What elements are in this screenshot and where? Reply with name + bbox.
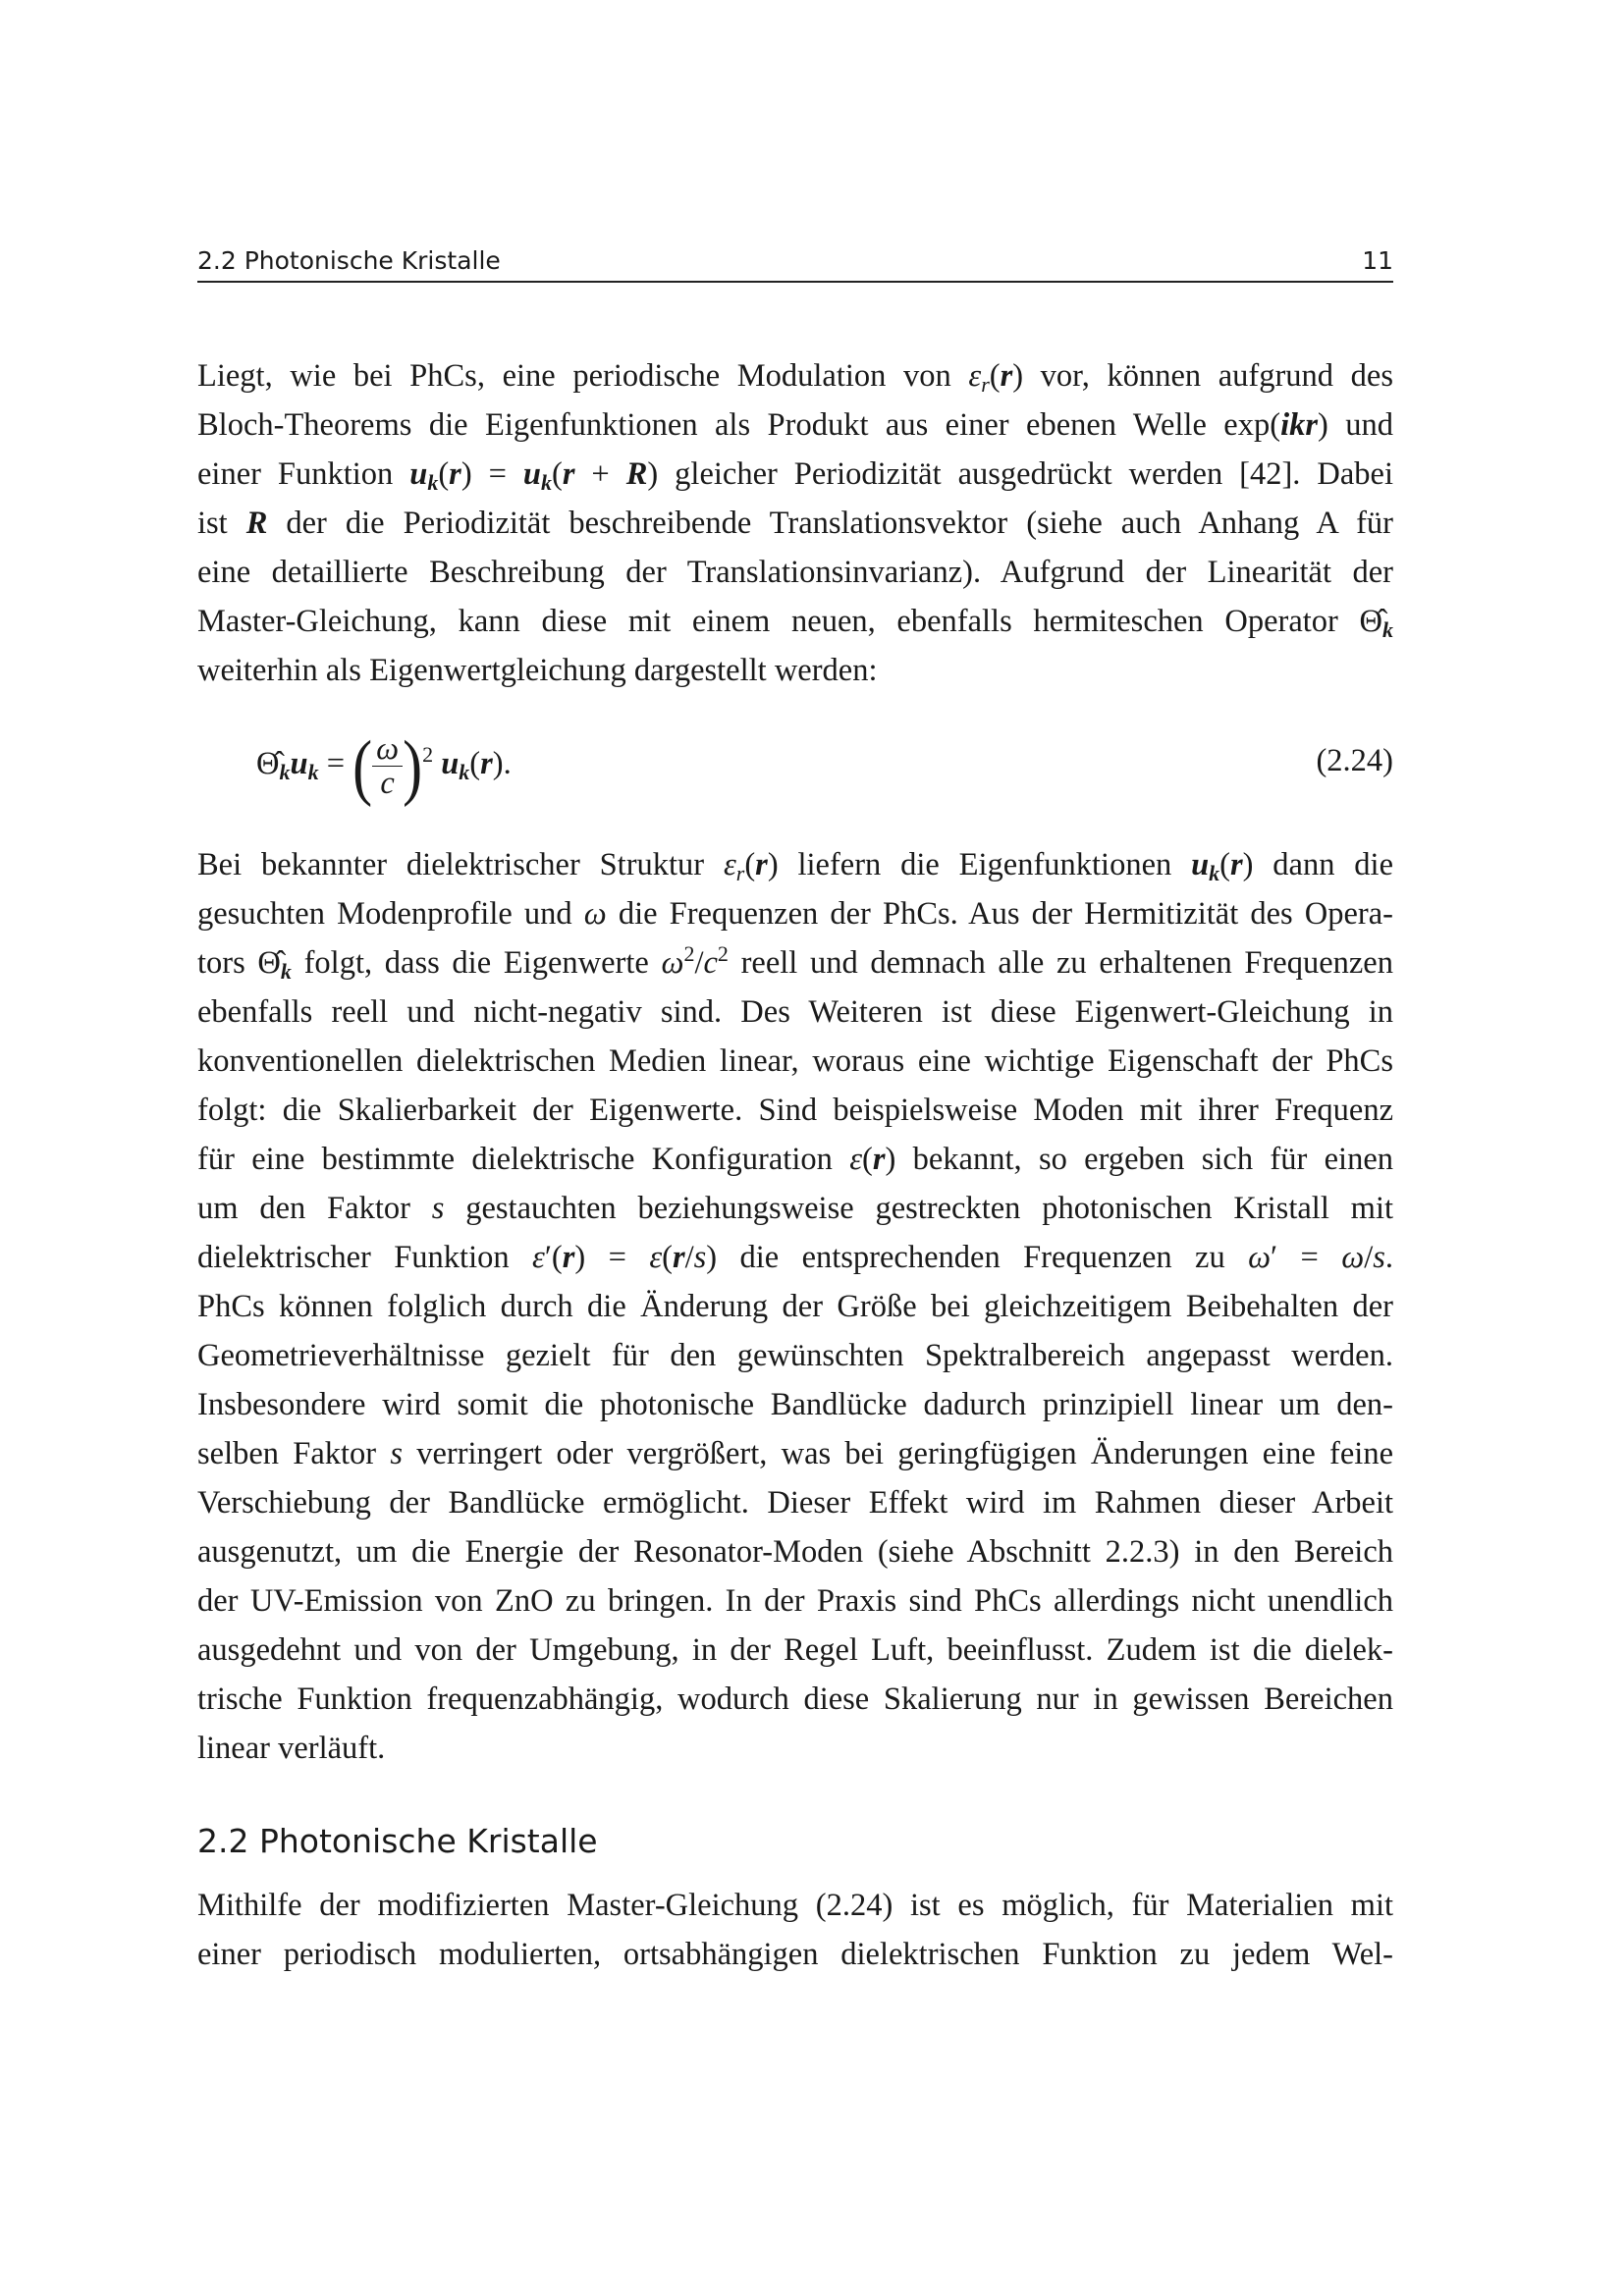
page-number: 11 — [1362, 246, 1393, 275]
paragraph-bloch: Liegt, wie bei PhCs, eine periodische Modulation von $\varepsilon_r(r)$ vor, können aufgrund des Bloch-Theorems die Eigenfunktionen als Produkt aus einer ebenen Welle exp(ikr) und einer Funktion $u_k(r) = u_k(r + R)$ gleicher Periodizität ausgedrückt werden [42]. Dabei ist R der die Periodizität beschreibende Translationsvektor (siehe auch Anhang A für eine detaillierte Beschreibung der Translationsinvarianz). Aufgrund der Linearität der Master-Gleichung, kann diese mit einem neuen, ebenfalls hermiteschen Operator $\Thetâ_k$ weiterhin als Eigenwertgleichung dargestellt werden: — [197, 358, 1394, 688]
equation-body: $\Thetâ_ku_k$ = ( $\frac{\omega}{c}$ )$^2$ $u_k(r)$. — [256, 725, 512, 807]
section-heading: 2.2 Photonische Kristalle — [197, 1822, 598, 1860]
paragraph-section-intro: Mithilfe der modifizierten Master-Gleichung (2.24) ist es möglich, für Materialien mit einer periodisch modulierten, ortsabhängigen dielektrischen Funktion zu jedem Wel- — [197, 1888, 1393, 1972]
page-body — [197, 351, 1393, 1979]
running-head-section: 2.2 Photonische Kristalle — [197, 246, 501, 275]
equation-2-24 — [197, 715, 1393, 813]
equation-number: (2.24) — [1316, 743, 1393, 778]
running-head — [197, 240, 1393, 283]
paragraph-eigenvalues: Bei bekannter dielektrischer Struktur $\varepsilon_r(r)$ liefern die Eigenfunktionen $u_k(r)$ dann die gesuchten Modenprofile und ω die Frequenzen der PhCs. Aus der Hermitizität des Opera- tors $\Thetâ_k$ folgt, dass die Eigenwerte $\omega^2/c^2$ reell und demnach alle zu erhaltenen Frequenzen ebenfalls reell und nicht-negativ sind. Des Weiteren ist diese Eigenwert-Gleichung in konventionellen dielektrischen Medien linear, woraus eine wichtige Eigenschaft der PhCs folgt: die Skalierbarkeit der Eigenwerte. Sind beispielsweise Moden mit ihrer Frequenz für eine bestimmte dielektrische Konfiguration ε(r) bekannt, so ergeben sich für einen um den Faktor s gestauchten beziehungsweise gestreckten photonischen Kristall mit dielektrischer Funktion ε′(r) = ε(r/s) die entsprechenden Frequenzen zu ω′ = ω/s. PhCs können folglich durch die Änderung der Größe bei gleichzeitigem Beibehalten der Geometrieverhältnisse gezielt für den gewünschten Spektralbereich angepasst werden. Insbesondere wird somit die photonische Bandlücke dadurch prinzipiell linear um den- selben Faktor s verringert oder vergrößert, was bei geringfügigen Änderungen eine feine Verschiebung der Bandlücke ermöglicht. Dieser Effekt wird im Rahmen dieser Arbeit ausgenutzt, um die Energie der Resonator-Moden (siehe Abschnitt 2.2.3) in den Bereich der UV-Emission von ZnO zu bringen. In der Praxis sind PhCs allerdings nicht unendlich ausgedehnt und von der Umgebung, in der Regel Luft, beeinflusst. Zudem ist die dielek- trische Funktion frequenzabhängig, wodurch diese Skalierung nur in gewissen Bereichen linear verläuft. — [197, 847, 1394, 1766]
